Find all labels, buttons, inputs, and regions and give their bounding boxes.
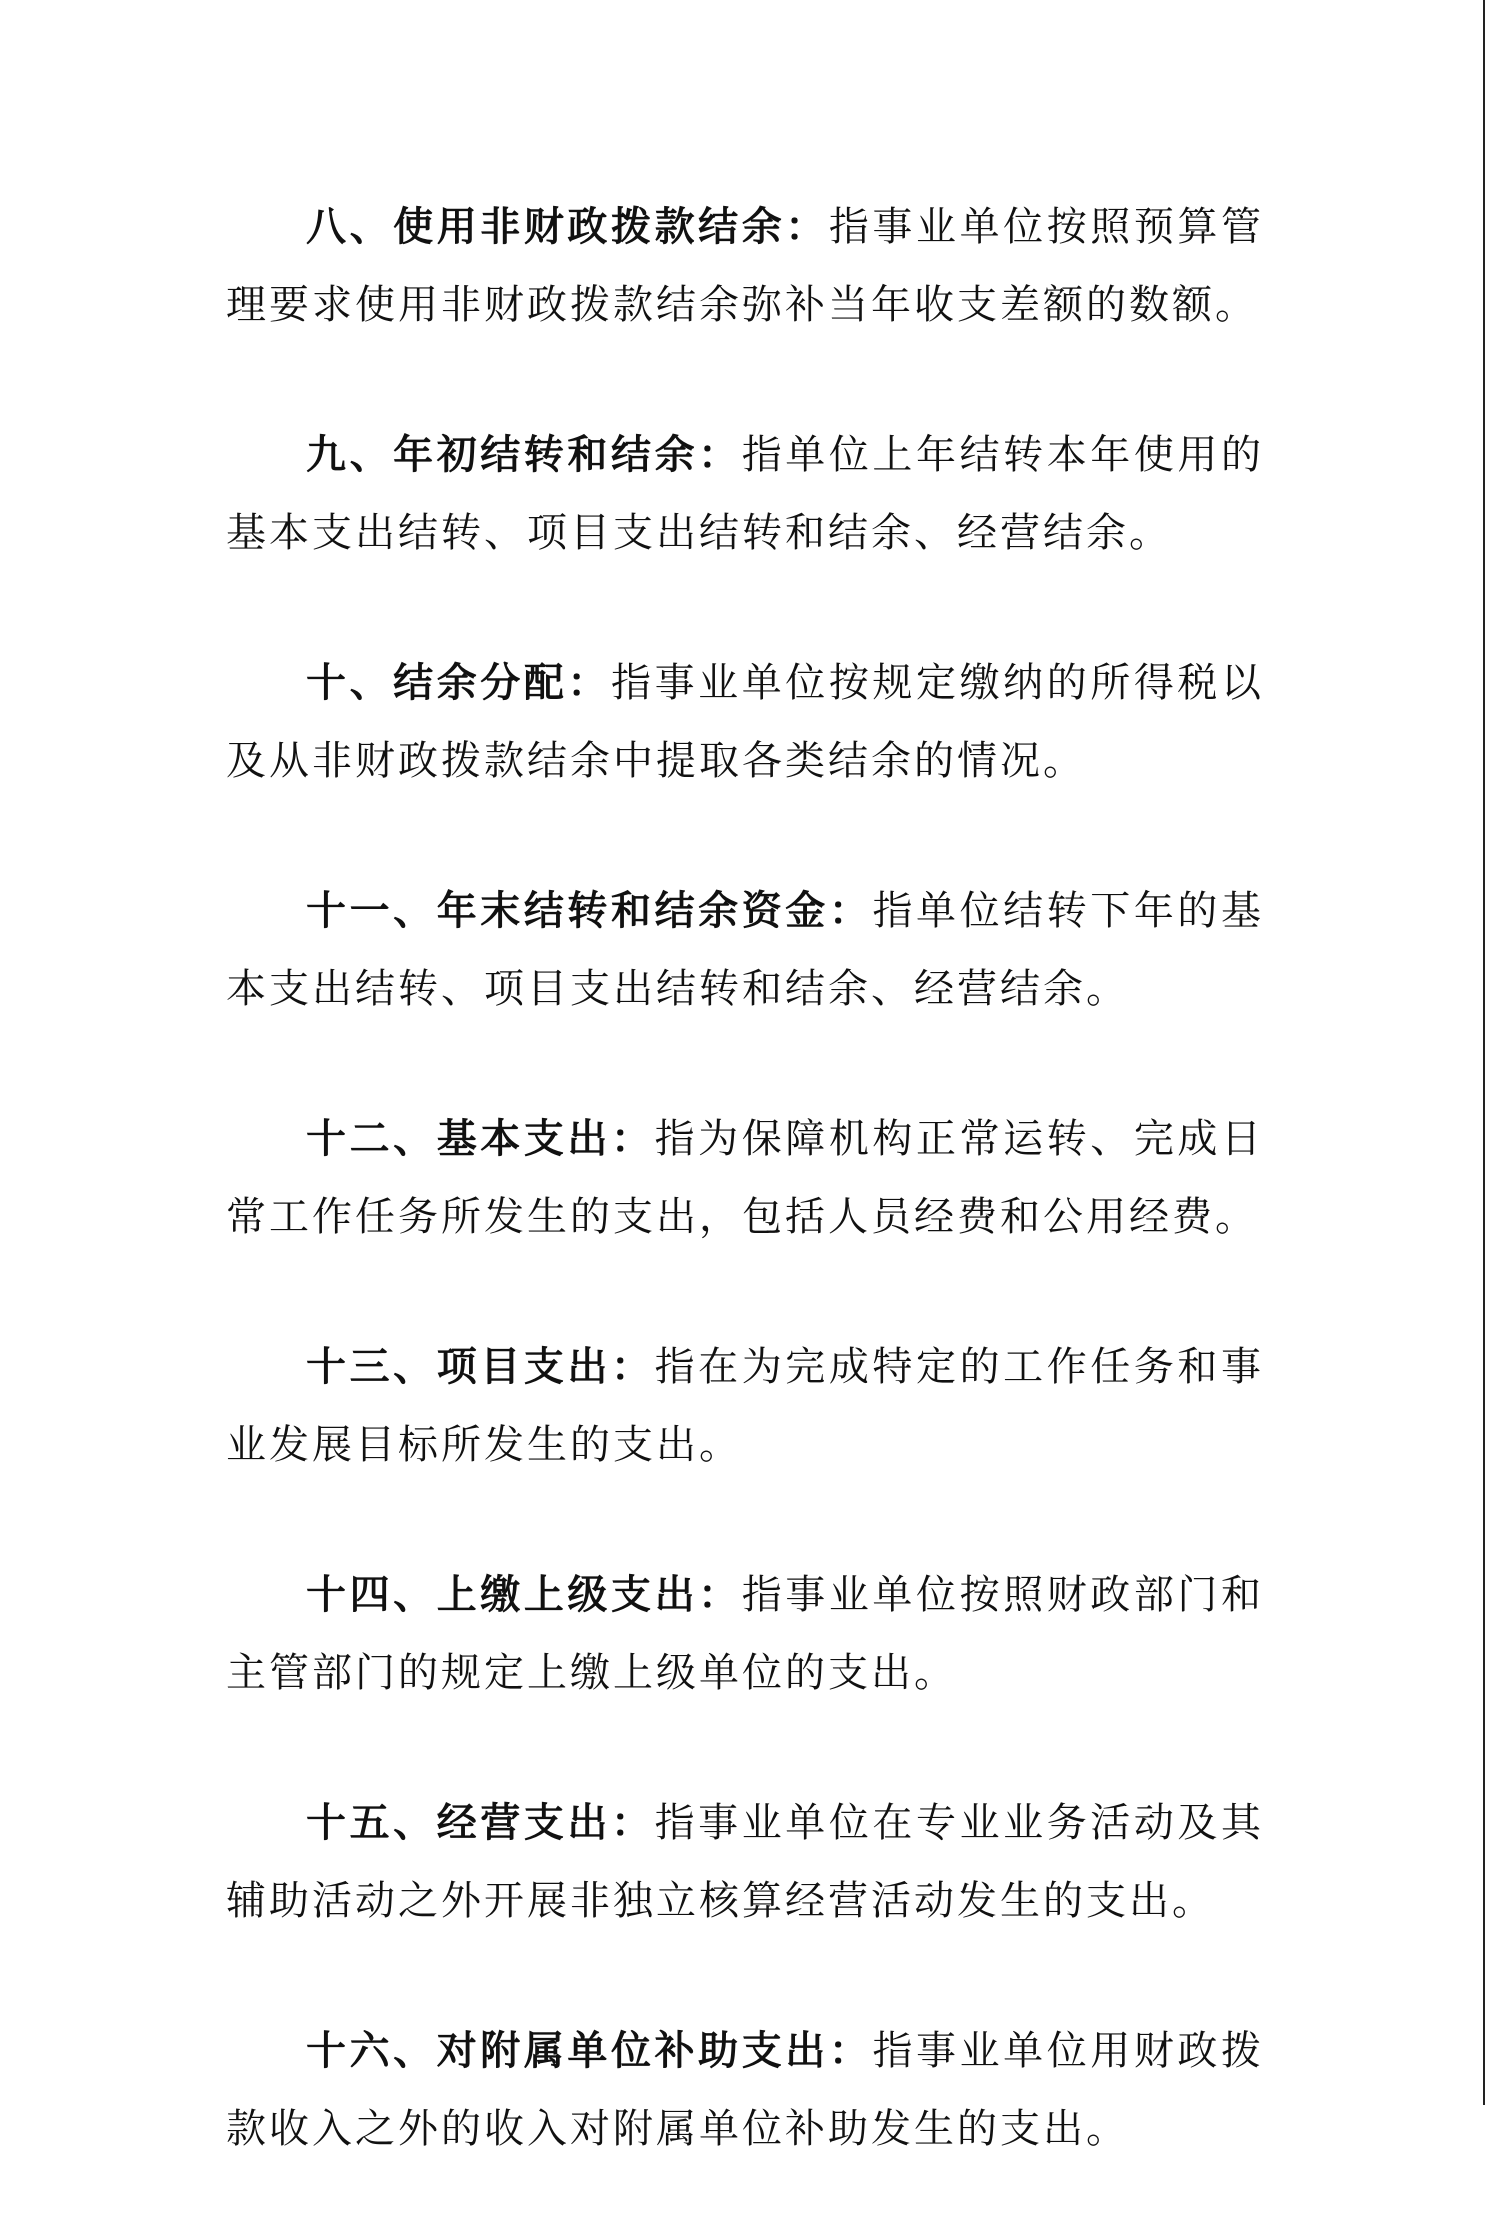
page-edge-line xyxy=(1483,0,1485,2105)
definition-text: 指单位上年结转本年使用的基本支出结转、项目支出结转和结余、经营结余。 xyxy=(226,432,1265,556)
term-label: 十五、经营支出： xyxy=(306,1800,655,1846)
term-label: 十六、对附属单位补助支出： xyxy=(306,2028,873,2074)
paragraph-8 xyxy=(226,188,1264,344)
term-label: 十二、基本支出： xyxy=(306,1116,655,1162)
definition-text: 指事业单位按照预算管理要求使用非财政拨款结余弥补当年收支差额的数额。 xyxy=(226,204,1265,328)
definition-text: 指事业单位用财政拨款收入之外的收入对附属单位补助发生的支出。 xyxy=(226,2028,1265,2152)
definition-text: 指事业单位在专业业务活动及其辅助活动之外开展非独立核算经营活动发生的支出。 xyxy=(226,1800,1265,1924)
paragraph-14 xyxy=(226,1556,1264,1712)
paragraph-9 xyxy=(226,416,1264,572)
paragraph-10 xyxy=(226,644,1264,800)
definition-text: 指事业单位按照财政部门和主管部门的规定上缴上级单位的支出。 xyxy=(226,1572,1265,1696)
paragraph-11 xyxy=(226,872,1264,1028)
paragraph-16 xyxy=(226,2012,1264,2168)
term-label: 十四、上缴上级支出： xyxy=(306,1572,742,1618)
definition-text: 指单位结转下年的基本支出结转、项目支出结转和结余、经营结余。 xyxy=(226,888,1265,1012)
term-label: 八、使用非财政拨款结余： xyxy=(306,204,829,250)
paragraph-15 xyxy=(226,1784,1264,1940)
term-label: 九、年初结转和结余： xyxy=(306,432,742,478)
term-label: 十一、年末结转和结余资金： xyxy=(306,888,873,934)
definition-text: 指事业单位按规定缴纳的所得税以及从非财政拨款结余中提取各类结余的情况。 xyxy=(226,660,1264,784)
definition-text: 指在为完成特定的工作任务和事业发展目标所发生的支出。 xyxy=(226,1344,1265,1468)
document-body xyxy=(226,188,1264,2240)
term-label: 十、结余分配： xyxy=(306,660,611,706)
term-label: 十三、项目支出： xyxy=(306,1344,655,1390)
paragraph-13 xyxy=(226,1328,1264,1484)
paragraph-12 xyxy=(226,1100,1264,1256)
definition-text: 指为保障机构正常运转、完成日常工作任务所发生的支出，包括人员经费和公用经费。 xyxy=(226,1116,1265,1240)
